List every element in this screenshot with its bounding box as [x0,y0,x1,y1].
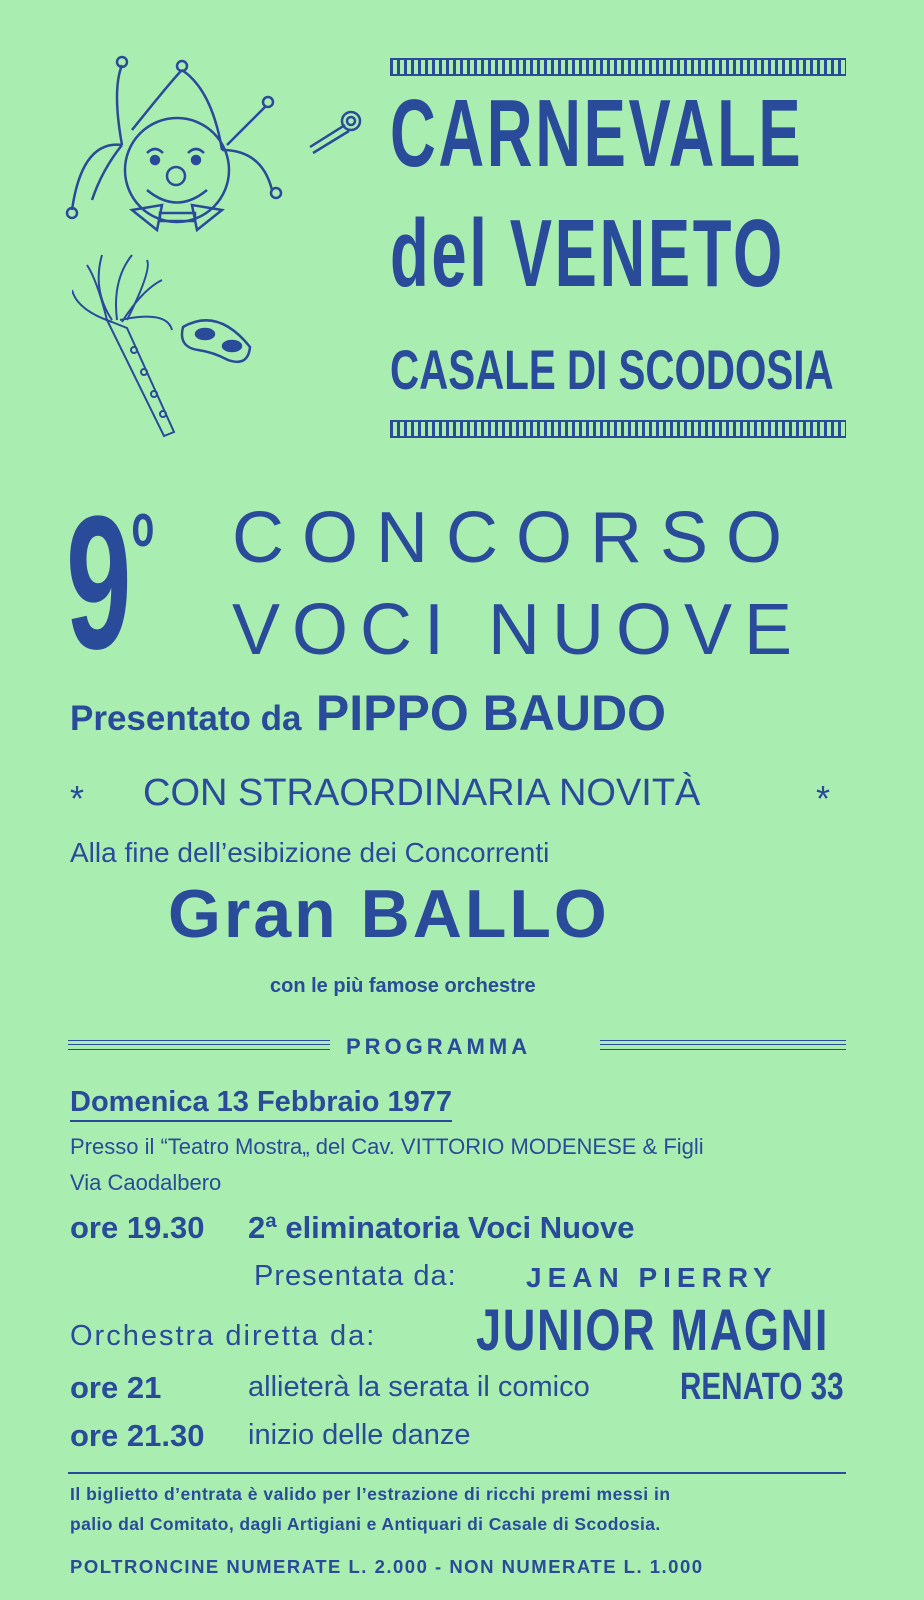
programma-rule-left [68,1040,330,1050]
presented-prefix: Presentato da [70,699,302,738]
presenter-name: PIPPO BAUDO [315,685,666,741]
top-ornament-border [390,58,846,76]
footer-divider [68,1472,846,1474]
edition-ordinal: o [131,492,155,559]
jester-icon [62,50,292,250]
comedian-name: RENATO 33 [680,1366,844,1408]
title-del-veneto: del VENETO [390,200,785,307]
price-line: POLTRONCINE NUMERATE L. 2.000 - NON NUMERATE L. 1.000 [70,1556,704,1577]
venue-line-1: Presso il “Teatro Mostra„ del Cav. VITTORIO MODENESE & Figli [70,1134,704,1159]
edition-digit: 9 [66,477,132,689]
dance-text: inizio delle danze [248,1419,471,1451]
presenter-line [70,685,666,741]
eliminatoria-text: 2ª eliminatoria Voci Nuove [248,1210,635,1245]
novelty-line: CON STRAORDINARIA NOVITÀ [143,772,701,814]
orchestre-line: con le più famose orchestre [270,975,536,997]
party-blower-icon [305,105,365,155]
time-21: ore 21 [70,1370,162,1405]
presentata-name: JEAN PIERRY [526,1262,778,1293]
ticket-line-2: palio dal Comitato, dagli Artigiani e Antiquari di Casale di Scodosia. [70,1514,661,1534]
bottom-ornament-border [390,420,846,438]
event-date: Domenica 13 Febbraio 1977 [70,1086,452,1122]
voci-nuove-heading: VOCI NUOVE [232,590,805,670]
title-casale-di-scodosia: CASALE DI SCODOSIA [390,338,834,401]
ticket-line-1: Il biglietto d’entrata è valido per l’estrazione di ricchi premi messi in [70,1484,671,1504]
time-19-30: ore 19.30 [70,1210,205,1245]
programma-rule-right [600,1040,846,1050]
serata-text: allieterà la serata il comico [248,1371,590,1403]
presentata-label: Presentata da: [254,1260,457,1292]
edition-number [66,477,155,689]
tickler-icon [72,250,182,440]
orchestra-name: JUNIOR MAGNI [476,1298,830,1363]
orchestra-label: Orchestra diretta da: [70,1320,377,1352]
title-carnevale: CARNEVALE [390,80,804,187]
gran-ballo-heading: Gran BALLO [168,876,610,952]
star-right: * [816,778,831,819]
programma-heading: PROGRAMMA [346,1034,532,1059]
time-21-30: ore 21.30 [70,1418,205,1453]
mask-icon [178,312,258,372]
concorso-heading: CONCORSO [232,498,801,578]
venue-line-2: Via Caodalbero [70,1170,222,1195]
star-left: * [70,778,85,819]
end-of-performance-line: Alla fine dell’esibizione dei Concorrenti [70,837,550,868]
